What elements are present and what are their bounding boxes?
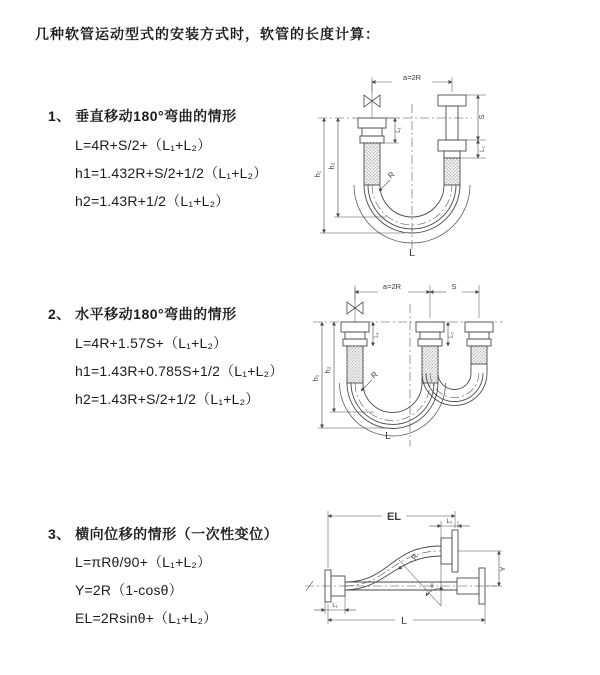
section-3-formula-Y: Y=2R（1-cosθ） bbox=[75, 582, 183, 598]
diagram-horizontal-180-bend bbox=[298, 278, 598, 463]
dim-label-l: L bbox=[385, 430, 391, 442]
diagram-vertical-180-bend bbox=[300, 70, 600, 265]
left-hose-fitting bbox=[341, 322, 369, 383]
section-3-heading: 3、 横向位移的情形（一次性变位） bbox=[48, 526, 279, 542]
dim-label-el: EL bbox=[386, 511, 402, 523]
section-3-formula-EL: EL=2Rsinθ+（L₁+L₂） bbox=[75, 610, 218, 626]
right-hose-fitting bbox=[438, 95, 466, 185]
section-1-formula-h1: h1=1.432R+S/2+1/2（L₁+L₂） bbox=[75, 165, 268, 181]
dim-label-l2: L₂ bbox=[449, 332, 455, 338]
section-2-heading: 2、 水平移动180°弯曲的情形 bbox=[48, 306, 237, 322]
dim-label-theta: θ bbox=[430, 584, 434, 590]
dim-label-l: L bbox=[409, 247, 415, 259]
dim-label-a2r: a=2R bbox=[402, 73, 422, 82]
dim-label-l1: L₁ bbox=[396, 127, 402, 133]
section-2-formula-h2: h2=1.43R+S/2+1/2（L₁+L₂） bbox=[75, 391, 260, 407]
section-2-formula-h1: h1=1.43R+0.785S+1/2（L₁+L₂） bbox=[75, 363, 284, 379]
dim-label-h1: h₁ bbox=[313, 170, 322, 178]
dim-label-l: L bbox=[401, 615, 407, 627]
valve-icon bbox=[347, 288, 363, 322]
s-curve-hose bbox=[345, 546, 441, 590]
dim-label-h2: h₂ bbox=[327, 162, 336, 170]
page-title: 几种软管运动型式的安装方式时，软管的长度计算： bbox=[35, 26, 380, 42]
dim-label-l1: L₁ bbox=[374, 332, 380, 338]
upper-flange bbox=[441, 530, 458, 572]
shifted-hose-fitting bbox=[465, 322, 493, 373]
section-3-formula-L: L=πRθ/90+（L₁+L₂） bbox=[75, 554, 212, 570]
straight-hose bbox=[305, 581, 497, 591]
dim-label-r: R bbox=[369, 369, 380, 381]
section-1-formula-h2: h2=1.43R+1/2（L₁+L₂） bbox=[75, 193, 230, 209]
dim-label-l2: L₂ bbox=[480, 146, 486, 152]
dim-label-y: Y bbox=[498, 566, 507, 572]
dim-label-r: R bbox=[386, 169, 397, 181]
dim-label-a2r: a=2R bbox=[382, 282, 402, 291]
dim-label-l1: L₁ bbox=[332, 603, 338, 609]
dim-label-h1: h₁ bbox=[311, 374, 320, 382]
section-2-formula-L: L=4R+1.57S+（L₁+L₂） bbox=[75, 335, 228, 351]
section-1-heading: 1、 垂直移动180°弯曲的情形 bbox=[48, 108, 237, 124]
dim-label-s: S bbox=[477, 114, 486, 120]
dim-label-s: S bbox=[451, 282, 457, 291]
valve-icon bbox=[364, 80, 380, 118]
diagram-lateral-displacement bbox=[295, 498, 600, 648]
dim-label-r: R bbox=[409, 551, 421, 562]
section-1-formula-L: L=4R+S/2+（L₁+L₂） bbox=[75, 137, 212, 153]
dim-label-h2: h₂ bbox=[323, 366, 332, 374]
dim-label-l2: L₂ bbox=[446, 519, 453, 525]
left-hose-fitting bbox=[358, 118, 386, 185]
